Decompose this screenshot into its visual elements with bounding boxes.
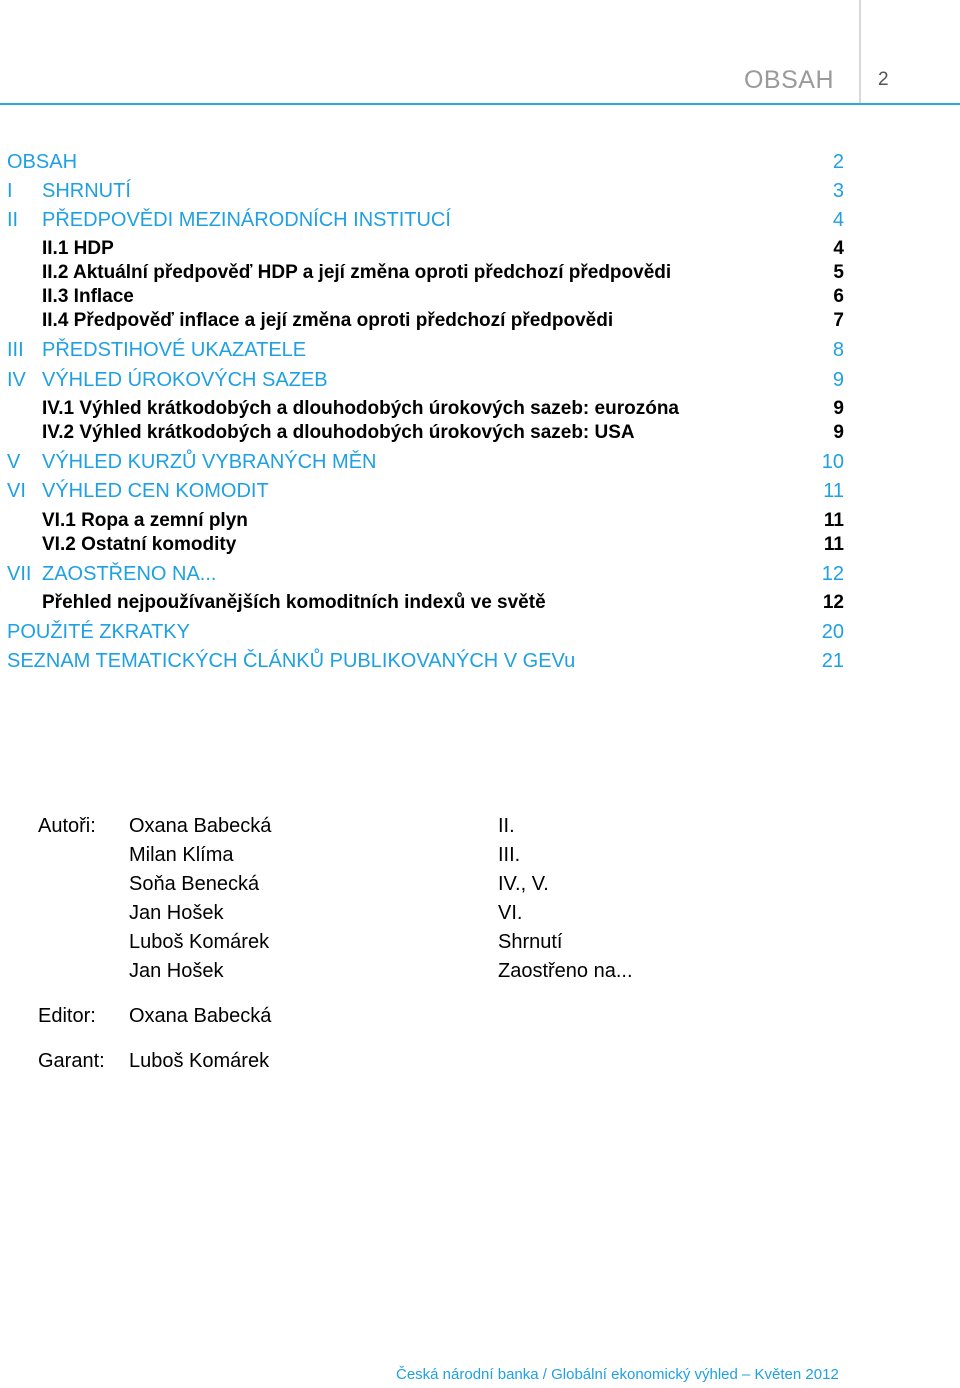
- toc-entry-title: ZAOSTŘENO NA...: [42, 563, 217, 585]
- toc-entry-page: 4: [833, 238, 844, 259]
- toc-entry-page: 8: [832, 339, 844, 361]
- toc-entry-page: 21: [821, 650, 844, 672]
- toc-entry-page: 5: [833, 262, 844, 283]
- toc-entry-page: 12: [821, 563, 844, 585]
- author-name: Oxana Babecká: [129, 815, 272, 837]
- toc-entry-label: POUŽITÉ ZKRATKY: [7, 621, 190, 643]
- author-section: Shrnutí: [498, 931, 563, 953]
- footer-date: Květen 2012: [754, 1366, 839, 1383]
- author-section: IV., V.: [498, 873, 549, 895]
- footer-separator: –: [742, 1366, 751, 1383]
- toc-entry-number: II: [7, 209, 19, 231]
- authors-label: Autoři:: [38, 815, 96, 837]
- toc-entry-page: 7: [833, 310, 844, 331]
- toc-entry-title: Přehled nejpoužívanějších komoditních indexů ve světě: [42, 592, 546, 613]
- author-section: II.: [498, 815, 515, 837]
- toc-entry-title: VI.2 Ostatní komodity: [42, 534, 237, 555]
- toc-entry[interactable]: [0, 207, 850, 233]
- toc-entry-number: IV: [7, 369, 26, 391]
- header-rule: [0, 103, 960, 105]
- author-section: Zaostřeno na...: [498, 960, 633, 982]
- toc-entry-page: 20: [821, 621, 844, 643]
- header-title: OBSAH: [743, 66, 834, 94]
- author-name: Jan Hošek: [129, 902, 224, 924]
- toc-entry-title: IV.1 Výhled krátkodobých a dlouhodobých úrokových sazeb: eurozóna: [42, 398, 679, 419]
- toc-entry-number: VII: [7, 563, 32, 585]
- toc-entry[interactable]: [0, 178, 850, 204]
- toc-entry-title: II.1 HDP: [42, 238, 114, 259]
- editor-label: Editor:: [38, 1005, 96, 1027]
- toc-subentry[interactable]: [0, 236, 850, 262]
- toc-entry[interactable]: [0, 367, 850, 393]
- toc-entry-label: SEZNAM TEMATICKÝCH ČLÁNKŮ PUBLIKOVANÝCH V GEVu: [7, 650, 576, 672]
- toc-entry-number: VI: [7, 480, 26, 502]
- toc-entry-page: 10: [821, 451, 844, 473]
- toc-entry-page: 12: [822, 592, 844, 613]
- toc-entry-title: PŘEDPOVĚDI MEZINÁRODNÍCH INSTITUCÍ: [42, 209, 451, 231]
- toc-entry-title: VÝHLED ÚROKOVÝCH SAZEB: [42, 369, 328, 391]
- toc-entry[interactable]: [0, 149, 850, 175]
- toc-entry-page: 11: [823, 480, 844, 502]
- toc-subentry[interactable]: [0, 532, 850, 558]
- toc-entry[interactable]: [0, 337, 850, 363]
- toc-entry-label: OBSAH: [7, 151, 78, 173]
- toc-entry-page: 11: [823, 534, 844, 555]
- author-name: Jan Hošek: [129, 960, 224, 982]
- garant-name: Luboš Komárek: [129, 1050, 270, 1072]
- footer-publication: Česká národní banka / Globální ekonomický výhled: [396, 1366, 738, 1383]
- toc-entry-title: VÝHLED CEN KOMODIT: [42, 480, 269, 502]
- toc-entry-title: IV.2 Výhled krátkodobých a dlouhodobých úrokových sazeb: USA: [42, 422, 635, 443]
- author-name: Luboš Komárek: [129, 931, 270, 953]
- toc-entry[interactable]: [0, 449, 850, 475]
- toc-subentry[interactable]: [0, 308, 850, 334]
- toc-entry-number: III: [7, 339, 24, 361]
- toc-entry-page: 9: [833, 422, 844, 443]
- toc-subentry[interactable]: [0, 260, 850, 286]
- toc-entry-title: II.3 Inflace: [42, 286, 134, 307]
- toc-subentry[interactable]: [0, 420, 850, 446]
- toc-entry[interactable]: [0, 561, 850, 587]
- toc-entry[interactable]: [0, 478, 850, 504]
- toc-entry-number: I: [7, 180, 13, 202]
- toc-subentry[interactable]: [0, 284, 850, 310]
- toc-entry-title: II.2 Aktuální předpověď HDP a její změna oproti předchozí předpovědi: [42, 262, 672, 283]
- author-section: VI.: [498, 902, 523, 924]
- toc-entry-page: 3: [832, 180, 844, 202]
- toc-entry-title: PŘEDSTIHOVÉ UKAZATELE: [42, 339, 307, 361]
- toc-entry-page: 9: [832, 369, 844, 391]
- editor-name: Oxana Babecká: [129, 1005, 272, 1027]
- toc-entry[interactable]: [0, 648, 850, 674]
- toc-entry-page: 4: [832, 209, 844, 231]
- toc-subentry[interactable]: [0, 590, 850, 616]
- toc-entry-page: 11: [823, 510, 844, 531]
- toc-entry-page: 9: [833, 398, 844, 419]
- garant-label: Garant:: [38, 1050, 105, 1072]
- toc-entry[interactable]: [0, 619, 850, 645]
- toc-entry-title: SHRNUTÍ: [42, 180, 131, 202]
- header-page-number: 2: [878, 69, 889, 90]
- toc-subentry[interactable]: [0, 508, 850, 534]
- author-name: Milan Klíma: [129, 844, 234, 866]
- toc-subentry[interactable]: [0, 396, 850, 422]
- author-section: III.: [498, 844, 521, 866]
- page-footer: [396, 1365, 839, 1385]
- toc-entry-title: II.4 Předpověď inflace a její změna oproti předchozí předpovědi: [42, 310, 614, 331]
- toc-entry-title: VI.1 Ropa a zemní plyn: [42, 510, 248, 531]
- toc-entry-page: 2: [832, 151, 844, 173]
- toc-entry-title: VÝHLED KURZŮ VYBRANÝCH MĚN: [42, 451, 377, 473]
- author-name: Soňa Benecká: [129, 873, 260, 895]
- header-divider-vertical: [859, 0, 861, 103]
- toc-entry-page: 6: [833, 286, 844, 307]
- toc-entry-number: V: [7, 451, 21, 473]
